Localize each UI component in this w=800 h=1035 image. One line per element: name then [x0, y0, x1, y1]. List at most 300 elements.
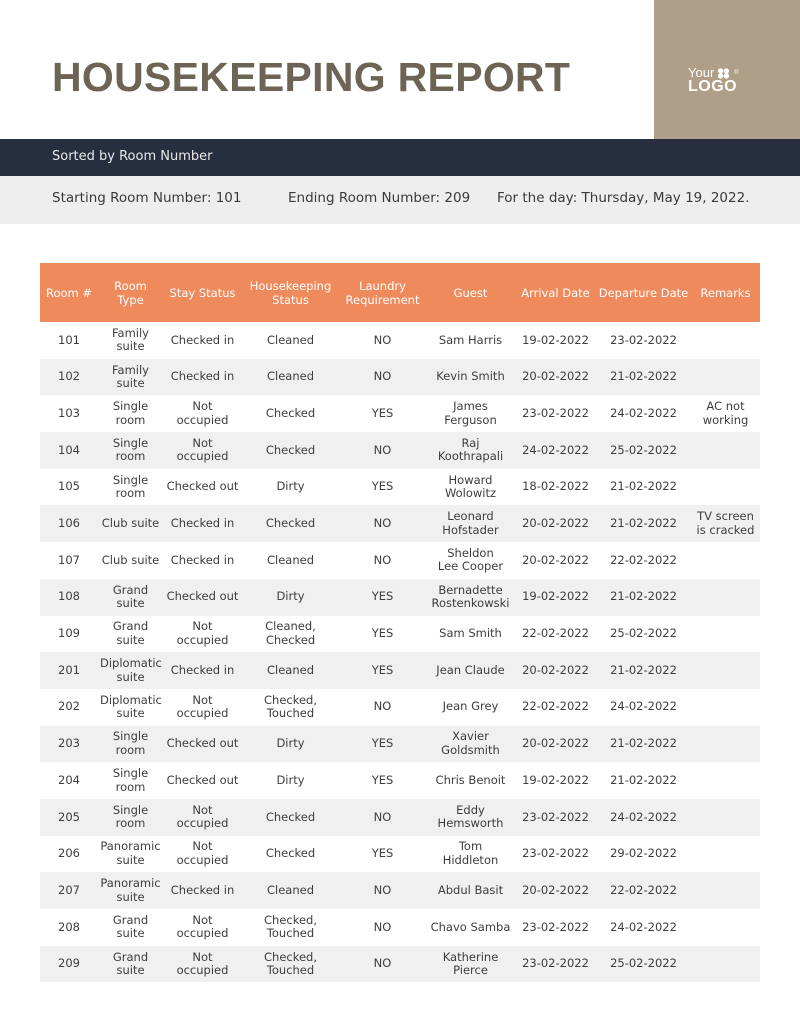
stay-status-cell [163, 836, 242, 873]
room-number-cell [40, 616, 98, 653]
column-header[interactable] [426, 263, 515, 322]
room-number-cell [40, 726, 98, 763]
departure-date-cell [596, 579, 691, 616]
logo-panel [654, 0, 800, 139]
cell-text: 21-02-2022 [610, 516, 677, 531]
departure-date-cell [596, 762, 691, 799]
cell-text: Leonard [447, 509, 494, 524]
stay-status-cell [163, 359, 242, 396]
laundry-cell [339, 909, 426, 946]
table-row[interactable] [40, 909, 760, 946]
stay-status-cell [163, 799, 242, 836]
cell-text: Abdul Basit [437, 882, 504, 897]
arrival-date-cell [515, 726, 596, 763]
cell-text: Single [112, 472, 149, 487]
table-row[interactable] [40, 689, 760, 726]
cell-text: 102 [58, 369, 80, 384]
clover-icon [717, 68, 730, 79]
cell-text: Jean Grey [442, 699, 499, 714]
housekeeping-status-cell [242, 872, 339, 909]
room-type-cell [98, 616, 163, 653]
guest-cell [426, 946, 515, 983]
table-row[interactable] [40, 395, 760, 432]
cell-text: Cleaned [266, 369, 314, 384]
column-header-line: Arrival Date [521, 285, 590, 300]
cell-text: Hemsworth [437, 816, 504, 831]
cell-text: 24-02-2022 [610, 809, 677, 824]
table-row[interactable] [40, 836, 760, 873]
cell-text: Dirty [276, 736, 305, 751]
table-row[interactable] [40, 469, 760, 506]
cell-text: Single [112, 435, 149, 450]
table-row[interactable] [40, 872, 760, 909]
room-type-cell [98, 322, 163, 359]
cell-text: 23-02-2022 [522, 956, 589, 971]
departure-date-cell [596, 726, 691, 763]
column-header[interactable] [98, 263, 163, 322]
remarks-cell [691, 432, 760, 469]
cell-text: NO [373, 809, 392, 824]
column-header-line: Remarks [700, 285, 751, 300]
cell-text: 23-02-2022 [610, 332, 677, 347]
cell-text: 107 [58, 552, 80, 567]
cell-text: Single [112, 399, 149, 414]
table-row[interactable] [40, 799, 760, 836]
arrival-date-cell [515, 542, 596, 579]
room-type-cell [98, 689, 163, 726]
cell-text: Checked out [166, 772, 239, 787]
room-type-cell [98, 762, 163, 799]
arrival-date-cell [515, 909, 596, 946]
cell-text: Diplomatic [100, 692, 162, 707]
cell-text: 23-02-2022 [522, 405, 589, 420]
cell-text: NO [373, 552, 392, 567]
column-header-line: Room # [45, 285, 93, 300]
cell-text: 25-02-2022 [610, 442, 677, 457]
housekeeping-status-cell [242, 689, 339, 726]
stay-status-cell [163, 322, 242, 359]
cell-text: room [115, 486, 146, 501]
guest-cell [426, 652, 515, 689]
room-number-cell [40, 652, 98, 689]
table-row[interactable] [40, 505, 760, 542]
stay-status-cell [163, 395, 242, 432]
cell-text: AC not [706, 399, 745, 414]
cell-text: suite [116, 339, 145, 354]
table-row[interactable] [40, 946, 760, 983]
column-header-line: Housekeeping [249, 278, 332, 293]
room-number-cell [40, 395, 98, 432]
cell-text: Family [111, 325, 149, 340]
cell-text: Hiddleton [442, 852, 499, 867]
laundry-cell [339, 432, 426, 469]
cell-text: suite [116, 963, 145, 978]
page-title: HOUSEKEEPING REPORT [52, 54, 571, 100]
cell-text: suite [116, 632, 145, 647]
cell-text: NO [373, 442, 392, 457]
cell-text: 108 [58, 589, 80, 604]
cell-text: TV screen [697, 509, 754, 524]
registered-mark: ® [734, 70, 739, 76]
cell-text: Rostenkowski [431, 596, 510, 611]
company-logo [688, 66, 739, 94]
cell-text: Sam Smith [439, 626, 502, 641]
cell-text: Checked [265, 846, 316, 861]
laundry-cell [339, 469, 426, 506]
cell-text: YES [371, 662, 394, 677]
cell-text: 20-02-2022 [522, 552, 589, 567]
remarks-cell [691, 616, 760, 653]
table-row[interactable] [40, 542, 760, 579]
cell-text: 208 [58, 919, 80, 934]
cell-text: suite [116, 706, 145, 721]
guest-cell [426, 469, 515, 506]
cell-text: Cleaned [266, 552, 314, 567]
laundry-cell [339, 762, 426, 799]
room-type-cell [98, 395, 163, 432]
room-type-cell [98, 579, 163, 616]
cell-text: YES [371, 405, 394, 420]
departure-date-cell [596, 872, 691, 909]
cell-text: 103 [58, 405, 80, 420]
cell-text: 20-02-2022 [522, 516, 589, 531]
cell-text: Pierce [453, 963, 488, 978]
cell-text: Cleaned [266, 662, 314, 677]
remarks-cell [691, 726, 760, 763]
cell-text: 19-02-2022 [522, 332, 589, 347]
cell-text: Cleaned [266, 882, 314, 897]
cell-text: Sheldon [447, 545, 494, 560]
stay-status-cell [163, 872, 242, 909]
logo-word-your: Your [688, 65, 715, 80]
departure-date-cell [596, 469, 691, 506]
cell-text: 207 [58, 882, 80, 897]
cell-text: Koothrapali [437, 449, 504, 464]
table-row[interactable] [40, 359, 760, 396]
cell-text: room [115, 449, 146, 464]
remarks-cell [691, 322, 760, 359]
column-header[interactable] [40, 263, 98, 322]
remarks-cell [691, 395, 760, 432]
laundry-cell [339, 579, 426, 616]
column-header[interactable] [242, 263, 339, 322]
guest-cell [426, 395, 515, 432]
room-number-cell [40, 579, 98, 616]
cell-text: 21-02-2022 [610, 589, 677, 604]
cell-text: Checked out [166, 736, 239, 751]
laundry-cell [339, 946, 426, 983]
cell-text: Club suite [101, 552, 160, 567]
cell-text: Touched [266, 963, 315, 978]
room-number-cell [40, 359, 98, 396]
guest-cell [426, 836, 515, 873]
departure-date-cell [596, 799, 691, 836]
cell-text: Checked [265, 632, 316, 647]
cell-text: Grand [112, 582, 149, 597]
cell-text: Checked in [170, 369, 235, 384]
cell-text: Panoramic [100, 876, 161, 891]
cell-text: 21-02-2022 [610, 369, 677, 384]
table-row[interactable] [40, 762, 760, 799]
cell-text: room [115, 779, 146, 794]
cell-text: 106 [58, 516, 80, 531]
remarks-cell [691, 909, 760, 946]
guest-cell [426, 762, 515, 799]
cell-text: 21-02-2022 [610, 479, 677, 494]
cell-text: suite [116, 852, 145, 867]
table-row[interactable] [40, 432, 760, 469]
remarks-cell [691, 689, 760, 726]
remarks-cell [691, 579, 760, 616]
cell-text: 202 [58, 699, 80, 714]
cell-text: NO [373, 516, 392, 531]
departure-date-cell [596, 946, 691, 983]
cell-text: YES [371, 846, 394, 861]
cell-text: Wolowitz [444, 486, 497, 501]
cell-text: Family [111, 362, 149, 377]
cell-text: 206 [58, 846, 80, 861]
cell-text: NO [373, 369, 392, 384]
guest-cell [426, 359, 515, 396]
cell-text: YES [371, 626, 394, 641]
cell-text: Dirty [276, 479, 305, 494]
cell-text: Goldsmith [441, 742, 500, 757]
cell-text: Grand [112, 949, 149, 964]
stay-status-cell [163, 762, 242, 799]
cell-text: 24-02-2022 [610, 405, 677, 420]
guest-cell [426, 689, 515, 726]
cell-text: Checked in [170, 516, 235, 531]
cell-text: 209 [58, 956, 80, 971]
cell-text: Not occupied [176, 619, 229, 647]
departure-date-cell [596, 322, 691, 359]
remarks-cell [691, 652, 760, 689]
cell-text: 20-02-2022 [522, 882, 589, 897]
remarks-cell [691, 505, 760, 542]
laundry-cell [339, 799, 426, 836]
room-number-cell [40, 689, 98, 726]
room-type-cell [98, 799, 163, 836]
arrival-date-cell [515, 836, 596, 873]
cell-text: 24-02-2022 [610, 699, 677, 714]
departure-date-cell [596, 689, 691, 726]
cell-text: Checked in [170, 662, 235, 677]
stay-status-cell [163, 542, 242, 579]
cell-text: Checked, [264, 949, 317, 964]
cell-text: 22-02-2022 [522, 699, 589, 714]
laundry-cell [339, 359, 426, 396]
cell-text: 25-02-2022 [610, 626, 677, 641]
cell-text: Katherine [442, 949, 499, 964]
departure-date-cell [596, 836, 691, 873]
stay-status-cell [163, 946, 242, 983]
cell-text: Not occupied [176, 839, 229, 867]
cell-text: Lee Cooper [437, 559, 504, 574]
stay-status-cell [163, 505, 242, 542]
cell-text: Checked out [166, 479, 239, 494]
cell-text: 19-02-2022 [522, 589, 589, 604]
housekeeping-status-cell [242, 762, 339, 799]
cell-text: Panoramic [100, 839, 161, 854]
cell-text: 23-02-2022 [522, 809, 589, 824]
remarks-cell [691, 542, 760, 579]
departure-date-cell [596, 542, 691, 579]
room-number-cell [40, 946, 98, 983]
departure-date-cell [596, 359, 691, 396]
cell-text: Touched [266, 706, 315, 721]
laundry-cell [339, 322, 426, 359]
cell-text: suite [116, 596, 145, 611]
room-number-cell [40, 762, 98, 799]
cell-text: 24-02-2022 [522, 442, 589, 457]
table-row[interactable] [40, 322, 760, 359]
remarks-cell [691, 762, 760, 799]
cell-text: Xavier [452, 729, 489, 744]
report-day: For the day: Thursday, May 19, 2022. [497, 190, 750, 206]
room-type-cell [98, 726, 163, 763]
cell-text: suite [116, 926, 145, 941]
cell-text: Checked, [264, 692, 317, 707]
cell-text: NO [373, 332, 392, 347]
table-row[interactable] [40, 652, 760, 689]
guest-cell [426, 726, 515, 763]
housekeeping-status-cell [242, 505, 339, 542]
cell-text: Tom [458, 839, 483, 854]
cell-text: working [702, 412, 749, 427]
cell-text: 23-02-2022 [522, 919, 589, 934]
remarks-cell [691, 946, 760, 983]
cell-text: Checked in [170, 552, 235, 567]
cell-text: room [115, 816, 146, 831]
cell-text: Checked out [166, 589, 239, 604]
housekeeping-table [40, 263, 760, 982]
stay-status-cell [163, 689, 242, 726]
cell-text: 201 [58, 662, 80, 677]
guest-cell [426, 872, 515, 909]
room-type-cell [98, 872, 163, 909]
cell-text: YES [371, 479, 394, 494]
room-number-cell [40, 836, 98, 873]
departure-date-cell [596, 432, 691, 469]
cell-text: suite [116, 669, 145, 684]
table-row[interactable] [40, 726, 760, 763]
cell-text: Not occupied [176, 802, 229, 831]
arrival-date-cell [515, 616, 596, 653]
cell-text: Not occupied [176, 399, 229, 427]
housekeeping-status-cell [242, 432, 339, 469]
cell-text: Dirty [276, 589, 305, 604]
cell-text: NO [373, 919, 392, 934]
cell-text: Bernadette [438, 582, 503, 597]
room-type-cell [98, 946, 163, 983]
housekeeping-status-cell [242, 542, 339, 579]
table-row[interactable] [40, 616, 760, 653]
housekeeping-status-cell [242, 395, 339, 432]
cell-text: Chris Benoit [435, 772, 506, 787]
column-header-line: Departure Date [598, 285, 689, 300]
cell-text: James [453, 399, 488, 414]
stay-status-cell [163, 469, 242, 506]
room-type-cell [98, 359, 163, 396]
cell-text: suite [116, 376, 145, 391]
table-header-row [40, 263, 760, 322]
cell-text: room [115, 412, 146, 427]
sort-label: Sorted by Room Number [52, 149, 213, 164]
column-header-line: Room [114, 278, 147, 293]
remarks-cell [691, 469, 760, 506]
cell-text: 19-02-2022 [522, 772, 589, 787]
cell-text: Grand [112, 912, 149, 927]
guest-cell [426, 432, 515, 469]
housekeeping-status-cell [242, 946, 339, 983]
cell-text: Not occupied [176, 949, 229, 978]
laundry-cell [339, 542, 426, 579]
departure-date-cell [596, 616, 691, 653]
cell-text: Diplomatic [100, 656, 162, 671]
arrival-date-cell [515, 505, 596, 542]
laundry-cell [339, 726, 426, 763]
housekeeping-status-cell [242, 652, 339, 689]
housekeeping-status-cell [242, 469, 339, 506]
arrival-date-cell [515, 359, 596, 396]
departure-date-cell [596, 395, 691, 432]
room-number-cell [40, 432, 98, 469]
departure-date-cell [596, 909, 691, 946]
cell-text: 23-02-2022 [522, 846, 589, 861]
room-number-cell [40, 505, 98, 542]
cell-text: 25-02-2022 [610, 956, 677, 971]
guest-cell [426, 505, 515, 542]
laundry-cell [339, 505, 426, 542]
arrival-date-cell [515, 872, 596, 909]
cell-text: 20-02-2022 [522, 662, 589, 677]
housekeeping-status-cell [242, 579, 339, 616]
cell-text: Not occupied [176, 912, 229, 941]
cell-text: 109 [58, 626, 80, 641]
stay-status-cell [163, 616, 242, 653]
column-header-line: Status [272, 292, 309, 307]
cell-text: Cleaned, [265, 619, 316, 634]
table-row[interactable] [40, 579, 760, 616]
cell-text: Checked [265, 442, 316, 457]
cell-text: Checked [265, 405, 316, 420]
cell-text: 20-02-2022 [522, 736, 589, 751]
cell-text: 20-02-2022 [522, 369, 589, 384]
guest-cell [426, 909, 515, 946]
stay-status-cell [163, 726, 242, 763]
sort-bar [0, 139, 800, 176]
column-header[interactable] [691, 263, 760, 322]
cell-text: Chavo Samba [430, 919, 511, 934]
arrival-date-cell [515, 946, 596, 983]
starting-room-number: Starting Room Number: 101 [52, 190, 242, 206]
arrival-date-cell [515, 469, 596, 506]
cell-text: Sam Harris [438, 332, 503, 347]
room-type-cell [98, 505, 163, 542]
stay-status-cell [163, 579, 242, 616]
column-header[interactable] [163, 263, 242, 322]
cell-text: 101 [58, 332, 80, 347]
cell-text: room [115, 742, 146, 757]
cell-text: NO [373, 956, 392, 971]
stay-status-cell [163, 432, 242, 469]
room-number-cell [40, 872, 98, 909]
guest-cell [426, 579, 515, 616]
column-header[interactable] [515, 263, 596, 322]
column-header[interactable] [596, 263, 691, 322]
cell-text: Not occupied [176, 692, 229, 721]
column-header[interactable] [339, 263, 426, 322]
